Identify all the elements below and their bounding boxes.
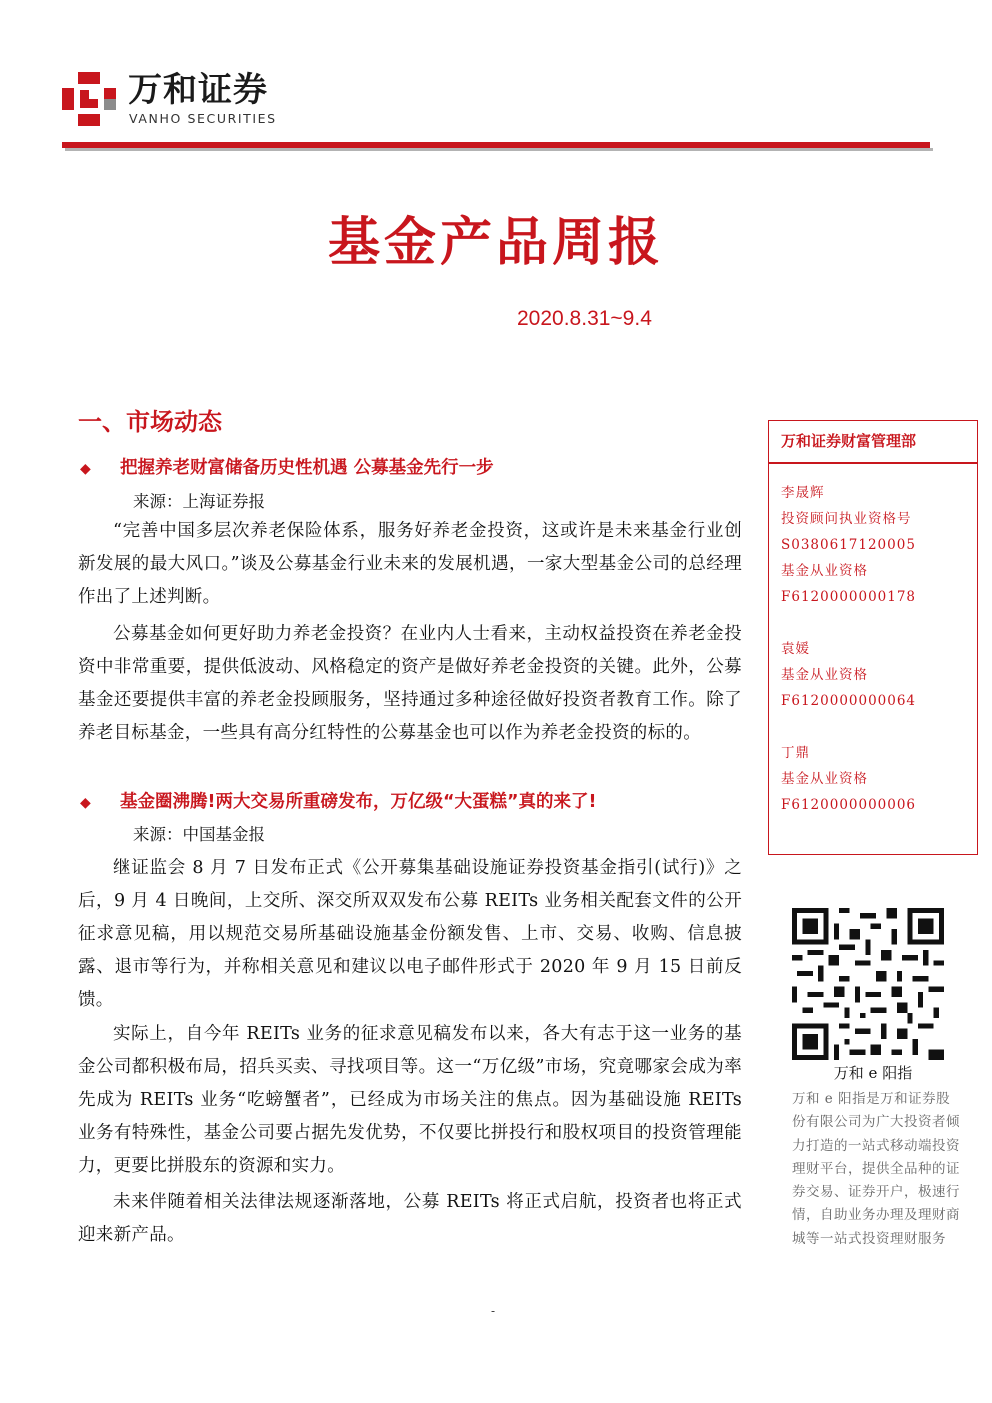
brand-name-en: VANHO SECURITIES (129, 111, 277, 126)
article-paragraph: 继证监会 8 月 7 日发布正式《公开募集基础设施证券投资基金指引(试行)》之后，9 月 4 日晚间，上交所、深交所双双发布公募 REITs 业务相关配套文件的公开征求意见稿，用以规范交易所基础设施基金份额发售、上市、交易、收购、信息披露、退市等行为，并称相关意见和建议以电子邮件形式于 2020 年 9 月 15 日前反馈。 (78, 858, 742, 1010)
analyst-credential-id: F6120000000064 (781, 693, 917, 709)
analyst-name: 袁媛 (781, 641, 810, 657)
article-title (80, 789, 760, 816)
qr-description: 万和 e 阳指是万和证券股份有限公司为广大投资者倾力打造的一站式移动端投资理财平台，提供全品种的证券交易、证券开户，极速行情，自助业务办理及理财商城等一站式投资理财服务 (792, 1091, 960, 1247)
article-paragraph: 公募基金如何更好助力养老金投资？在业内人士看来，主动权益投资在养老金投资中非常重要，提供低波动、风格稳定的资产是做好养老金投资的关键。此外，公募基金还要提供丰富的养老金投顾服务，坚持通过多种途径做好投资者教育工作。除了养老目标基金，一些具有高分红特性的公募基金也可以作为养老金投资的标的。 (78, 624, 742, 743)
analyst-name: 李晟辉 (781, 485, 825, 501)
article-title (80, 455, 760, 482)
section-heading: 一、市场动态 (78, 408, 222, 436)
diamond-bullet-icon: ◆ (80, 461, 91, 477)
analyst-block (781, 636, 916, 714)
header-divider-gray (65, 148, 933, 151)
analyst-block (781, 480, 916, 610)
analyst-credential: 投资顾问执业资格号 (781, 511, 912, 527)
article-paragraph: “完善中国多层次养老保险体系，服务好养老金投资，这或许是未来基金行业创新发展的最大风口。”谈及公募基金行业未来的发展机遇，一家大型基金公司的总经理作出了上述判断。 (78, 521, 742, 607)
qr-caption: 万和 e 阳指 (833, 1064, 913, 1082)
page-footer-mark: - (491, 1304, 496, 1318)
article-source: 来源：上海证券报 (133, 492, 265, 511)
article-source: 来源：中国基金报 (133, 825, 265, 844)
analyst-credential-id: S0380617120005 (781, 537, 916, 553)
article-paragraph: 未来伴随着相关法律法规逐渐落地，公募 REITs 将正式启航，投资者也将正式迎来新产品。 (78, 1192, 742, 1245)
article-paragraph: 实际上，自今年 REITs 业务的征求意见稿发布以来，各大有志于这一业务的基金公司都积极布局，招兵买卖、寻找项目等。这一“万亿级”市场，究竟哪家会成为率先成为 REITs 业务“吃螃蟹者”，已经成为市场关注的焦点。因为基础设施 REITs 业务有特殊性，基金公司要占据先发优势，不仅要比拼投行和股权项目的投资管理能力，更要比拼股东的资源和实力。 (78, 1024, 742, 1176)
analyst-credential-id: F6120000000006 (781, 797, 917, 813)
article-title-text: 把握养老财富储备历史性机遇 公募基金先行一步 (120, 458, 494, 478)
analyst-name: 丁鼎 (781, 745, 810, 761)
vanho-logo-icon (60, 70, 118, 128)
article-title-text: 基金圈沸腾!两大交易所重磅发布，万亿级“大蛋糕”真的来了! (120, 792, 597, 812)
analyst-credential: 基金从业资格 (781, 563, 868, 579)
analyst-credential: 基金从业资格 (781, 667, 868, 683)
sidebar-department: 万和证券财富管理部 (781, 432, 917, 450)
sidebar-divider (768, 462, 978, 464)
analyst-credential-id: F6120000000178 (781, 589, 917, 605)
report-title: 基金产品周报 (327, 212, 664, 273)
diamond-bullet-icon: ◆ (80, 795, 91, 811)
analyst-block (781, 740, 916, 818)
brand-name-cn: 万和证券 (128, 70, 268, 110)
analyst-credential: 基金从业资格 (781, 771, 868, 787)
report-date-range: 2020.8.31~9.4 (517, 307, 652, 330)
qr-code-icon (792, 908, 944, 1060)
